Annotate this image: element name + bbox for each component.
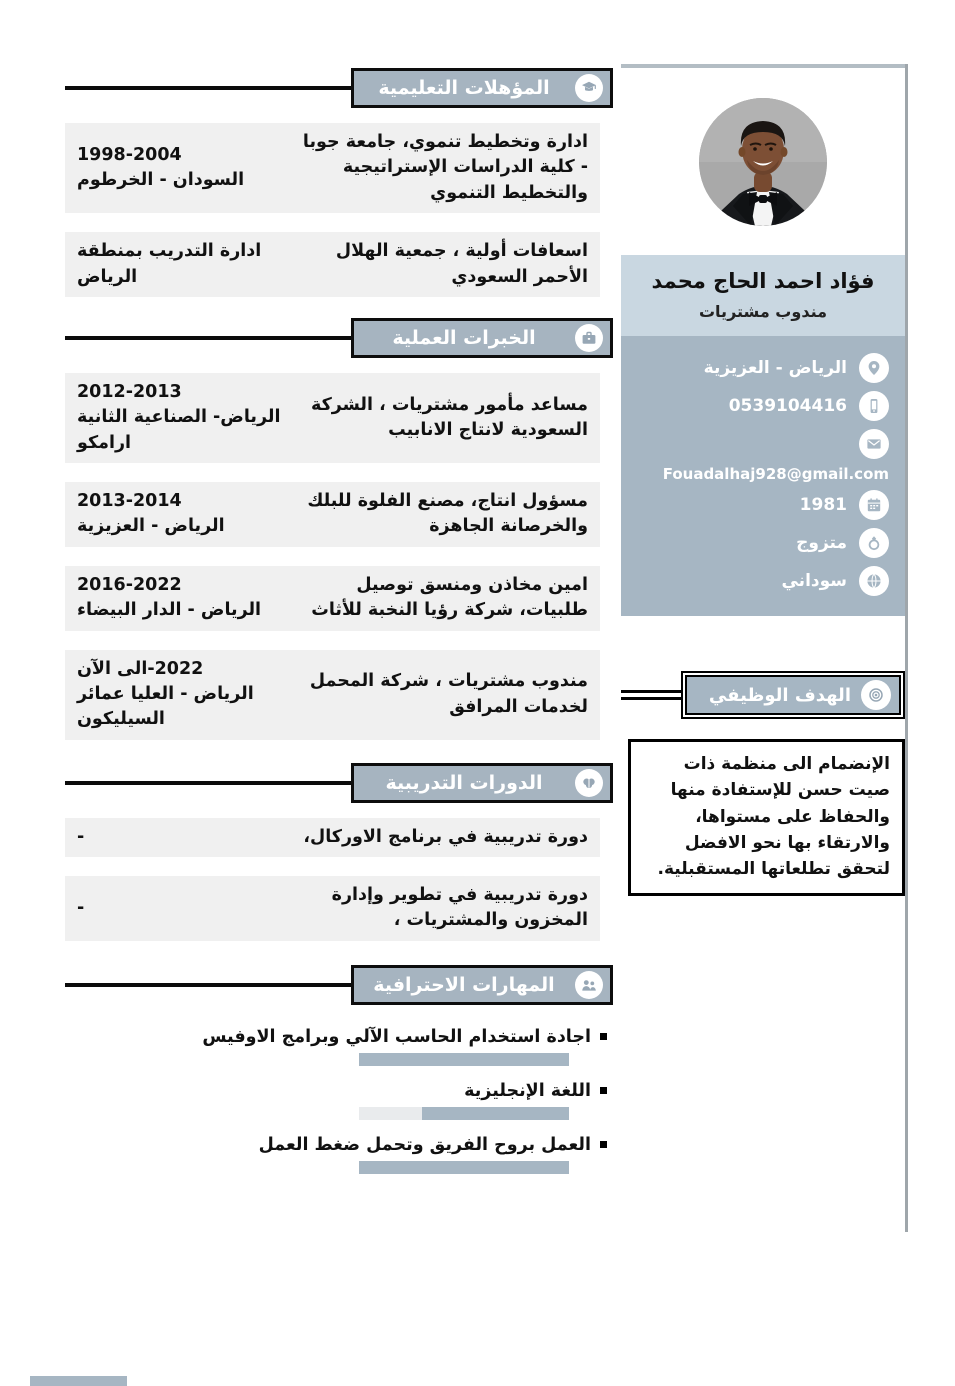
education-header-row [65, 68, 613, 108]
skill-label-row [65, 1081, 607, 1101]
objective-connector-line [621, 690, 681, 700]
brain-icon [575, 769, 603, 797]
entry-title: امين مخاذن ومنسق توصيل طلبيات، شركة رؤيا النخبة للأثاث [311, 574, 588, 621]
entry-meta [77, 896, 290, 921]
contact-value: متزوج [796, 532, 847, 553]
section-connector-line [65, 983, 351, 987]
entry-meta [77, 239, 290, 290]
briefcase-icon [575, 324, 603, 352]
entry-note: - [77, 897, 85, 918]
location-icon [859, 353, 889, 383]
objective-text: الإنضمام الى منظمة ذات صيت حسن للإستفادة منها والحفاظ على مستواها، والارتقاء بها نحو الافضل لتحقق تطلعاتها المستقبلية. [628, 739, 905, 896]
main-column [65, 68, 613, 1189]
graduation-cap-icon [575, 74, 603, 102]
education-entry [65, 232, 600, 297]
calendar-icon [859, 490, 889, 520]
section-title: الخبرات العملية [392, 326, 536, 349]
ring-icon [859, 528, 889, 558]
entry-meta [77, 143, 290, 194]
experience-entry [65, 482, 600, 547]
entry-meta [77, 657, 290, 733]
section-connector-line [65, 781, 351, 785]
target-icon [861, 680, 891, 710]
skill-bar-fill [359, 1161, 569, 1174]
entry-title: مسؤول انتاج، مصنع الفلوة للبلك والخرصانة الجاهزة [307, 491, 588, 537]
name-panel [621, 255, 905, 336]
contact-value: الرياض - العزيزية [703, 357, 847, 378]
section-title: الدورات التدريبية [385, 771, 543, 794]
experience-entry [65, 373, 600, 463]
contact-row [633, 389, 889, 422]
skill-bar-fill [359, 1053, 569, 1066]
person-job-title: مندوب مشتريات [698, 302, 828, 321]
sidebar [621, 64, 905, 1189]
contact-row [633, 488, 889, 521]
experience-entry [65, 566, 600, 631]
courses-header-row [65, 763, 613, 803]
section-connector-line [65, 336, 351, 340]
education-entry [65, 123, 600, 213]
skill-item [65, 1135, 607, 1174]
phone-icon [859, 391, 889, 421]
contact-row [633, 564, 889, 597]
globe-icon [859, 566, 889, 596]
contact-row [633, 526, 889, 559]
entry-location: الرياض - العليا عمائر السيليكون [77, 683, 254, 730]
skills-header-row [65, 965, 613, 1005]
entry-title: مساعد مأمور مشتريات ، الشركة السعودية لانتاج الانابيب [310, 394, 588, 440]
section-connector-line [65, 86, 351, 90]
entry-location: السودان - الخرطوم [77, 170, 245, 191]
sidebar-right-divider [905, 64, 908, 1232]
skill-label-row [65, 1027, 607, 1047]
objective-title: الهدف الوظيفي [708, 684, 851, 706]
entry-date: 2013-2014 [77, 491, 182, 511]
objective-header-row [621, 671, 905, 719]
entry-meta [77, 489, 290, 540]
entry-meta [77, 380, 290, 456]
skill-label: العمل بروح الفريق وتحمل ضغط العمل [258, 1134, 591, 1155]
section-title: المؤهلات التعليمية [378, 77, 550, 99]
contact-row [633, 427, 889, 460]
entry-location: ادارة التدريب بمنطقة الرياض [77, 241, 262, 287]
education-header [351, 68, 613, 108]
skill-bar [359, 1053, 569, 1066]
entry-note: - [77, 826, 85, 847]
bullet-icon [600, 1141, 607, 1148]
skill-item [65, 1027, 607, 1066]
entry-date: 1998-2004 [77, 144, 182, 165]
course-entry [65, 818, 600, 857]
photo-section [621, 68, 905, 255]
section-title: المهارات الاحترافية [373, 973, 555, 996]
entry-location: الرياض - العزيزية [77, 516, 225, 537]
contact-value: 1981 [799, 494, 847, 515]
profile-photo [699, 98, 827, 226]
skill-bar [359, 1161, 569, 1174]
email-icon [859, 429, 889, 459]
entry-date: 2016-2022 [77, 574, 182, 595]
entry-location: الرياض- الصناعية الثانية ارامكو [77, 407, 281, 453]
entry-date: 2022-الى الآن [77, 658, 204, 679]
entry-location: الرياض - الدار البيضاء [77, 600, 262, 621]
contact-panel [621, 336, 905, 616]
skill-label: اجادة استخدام الحاسب الآلي وبرامج الاوفيس [202, 1026, 591, 1047]
bullet-icon [600, 1087, 607, 1094]
avatar-illustration [699, 98, 827, 226]
skills-header [351, 965, 613, 1005]
contact-value: 0539104416 [728, 395, 847, 416]
entry-title: مندوب مشتريات ، شركة المحمل لخدمات المرافق [309, 671, 588, 717]
skill-label: اللغة الإنجليزية [464, 1080, 591, 1101]
contact-value: سوداني [781, 570, 847, 591]
entry-title: اسعافات أولية ، جمعية الهلال الأحمر السعودي [335, 241, 588, 287]
contact-email: Fouadalhaj928@gmail.com [662, 465, 889, 483]
contact-row [633, 351, 889, 384]
course-entry [65, 876, 600, 941]
bullet-icon [600, 1033, 607, 1040]
page-footer-mark [30, 1376, 127, 1386]
person-name: فؤاد احمد الحاج محمد [651, 269, 875, 293]
entry-title: دورة تدريبية في برنامج الاوركال، [303, 826, 588, 847]
skill-label-row [65, 1135, 607, 1155]
entry-meta [77, 573, 290, 624]
experience-header [351, 318, 613, 358]
objective-header [681, 671, 905, 719]
skill-bar [359, 1107, 569, 1120]
entry-title: دورة تدريبية في تطوير وإدارة المخزون والمشتريات ، [331, 885, 588, 931]
skill-item [65, 1081, 607, 1120]
courses-header [351, 763, 613, 803]
entry-meta [77, 825, 290, 850]
users-icon [575, 971, 603, 999]
entry-title: ادارة وتخطيط تنموي، جامعة جوبا - كلية الدراسات الإستراتيجية والتخطيط التنموي [302, 132, 588, 203]
experience-header-row [65, 318, 613, 358]
entry-date: 2012-2013 [77, 381, 182, 402]
experience-entry [65, 650, 600, 740]
skill-bar-fill [422, 1107, 569, 1120]
